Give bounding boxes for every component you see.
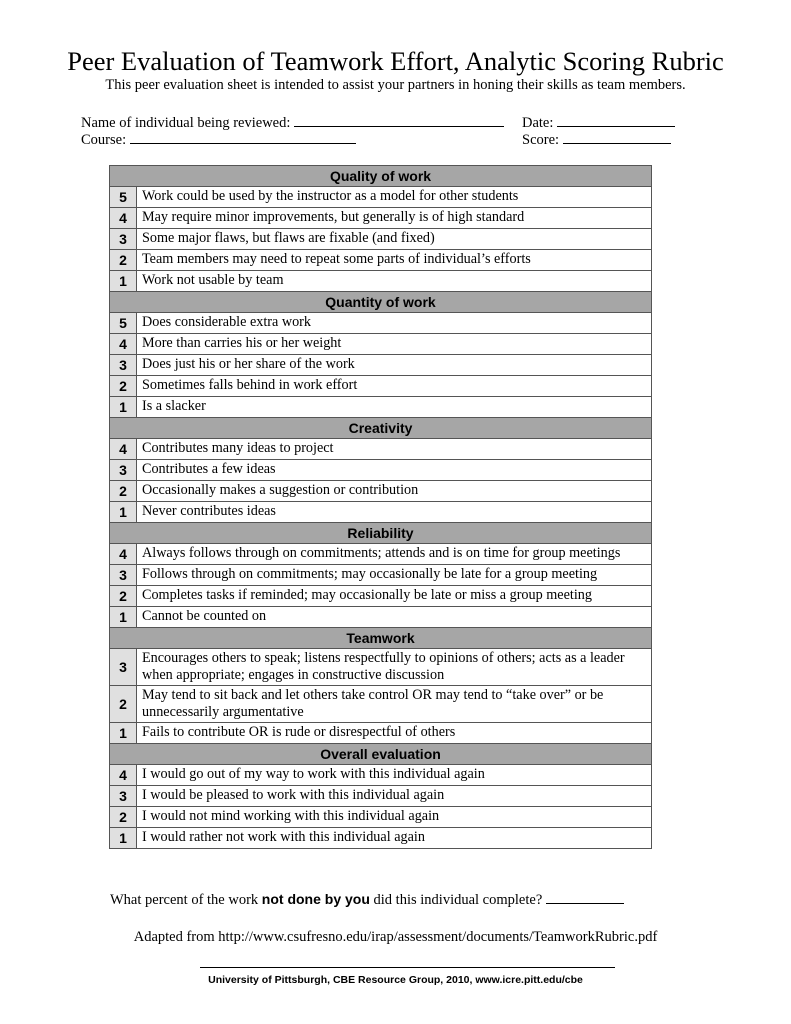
rubric-row bbox=[110, 460, 652, 481]
criterion-description: Is a slacker bbox=[137, 397, 652, 418]
category-header-row bbox=[110, 418, 652, 439]
footer-credit: University of Pittsburgh, CBE Resource Group, 2010, www.icre.pitt.edu/cbe bbox=[208, 974, 583, 986]
score-value: 2 bbox=[110, 250, 137, 271]
page-title: Peer Evaluation of Teamwork Effort, Analytic Scoring Rubric bbox=[67, 46, 724, 76]
category-title: Teamwork bbox=[110, 628, 652, 649]
criterion-description: Always follows through on commitments; attends and is on time for group meetings bbox=[137, 544, 652, 565]
score-value: 3 bbox=[110, 786, 137, 807]
score-label: Score: bbox=[522, 132, 560, 148]
footer-divider bbox=[200, 967, 615, 968]
criterion-description: I would be pleased to work with this individual again bbox=[137, 786, 652, 807]
percent-question bbox=[110, 890, 624, 909]
rubric-row bbox=[110, 649, 652, 686]
rubric-row bbox=[110, 586, 652, 607]
category-header-row bbox=[110, 292, 652, 313]
criterion-description: Team members may need to repeat some parts of individual’s efforts bbox=[137, 250, 652, 271]
date-label: Date: bbox=[522, 115, 554, 131]
criterion-description: May tend to sit back and let others take control OR may tend to “take over” or be unnecessarily argumentative bbox=[137, 686, 652, 723]
score-value: 3 bbox=[110, 460, 137, 481]
criterion-description: Fails to contribute OR is rude or disrespectful of others bbox=[137, 723, 652, 744]
category-header-row bbox=[110, 523, 652, 544]
score-value: 4 bbox=[110, 439, 137, 460]
criterion-description: Some major flaws, but flaws are fixable (and fixed) bbox=[137, 229, 652, 250]
criterion-description: Contributes a few ideas bbox=[137, 460, 652, 481]
category-title: Quantity of work bbox=[110, 292, 652, 313]
category-title: Quality of work bbox=[110, 166, 652, 187]
criterion-description: Occasionally makes a suggestion or contribution bbox=[137, 481, 652, 502]
rubric-row bbox=[110, 208, 652, 229]
rubric-row bbox=[110, 229, 652, 250]
score-value: 1 bbox=[110, 828, 137, 849]
criterion-description: Cannot be counted on bbox=[137, 607, 652, 628]
rubric-row bbox=[110, 334, 652, 355]
score-field[interactable] bbox=[563, 130, 671, 144]
criterion-description: Encourages others to speak; listens respectfully to opinions of others; acts as a leader when appropriate; engages in constructive discussion bbox=[137, 649, 652, 686]
score-value: 1 bbox=[110, 502, 137, 523]
score-value: 3 bbox=[110, 565, 137, 586]
rubric-row bbox=[110, 376, 652, 397]
category-title: Creativity bbox=[110, 418, 652, 439]
criterion-description: Follows through on commitments; may occasionally be late for a group meeting bbox=[137, 565, 652, 586]
criterion-description: Work not usable by team bbox=[137, 271, 652, 292]
name-field[interactable] bbox=[294, 113, 504, 127]
criterion-description: Contributes many ideas to project bbox=[137, 439, 652, 460]
score-value: 4 bbox=[110, 765, 137, 786]
score-value: 2 bbox=[110, 481, 137, 502]
rubric-row bbox=[110, 807, 652, 828]
question-text-bold: not done by you bbox=[261, 891, 370, 907]
rubric-row bbox=[110, 786, 652, 807]
rubric-row bbox=[110, 828, 652, 849]
criterion-description: Sometimes falls behind in work effort bbox=[137, 376, 652, 397]
rubric-row bbox=[110, 502, 652, 523]
date-field[interactable] bbox=[557, 113, 675, 127]
criterion-description: I would not mind working with this individual again bbox=[137, 807, 652, 828]
rubric-row bbox=[110, 250, 652, 271]
score-value: 1 bbox=[110, 607, 137, 628]
category-header-row bbox=[110, 628, 652, 649]
rubric-row bbox=[110, 686, 652, 723]
name-date-row bbox=[81, 113, 701, 131]
score-value: 1 bbox=[110, 271, 137, 292]
score-value: 4 bbox=[110, 208, 137, 229]
question-text-after: did this individual complete? bbox=[369, 892, 543, 908]
score-value: 1 bbox=[110, 397, 137, 418]
score-value: 2 bbox=[110, 376, 137, 397]
criterion-description: I would go out of my way to work with this individual again bbox=[137, 765, 652, 786]
criterion-description: Does just his or her share of the work bbox=[137, 355, 652, 376]
score-value: 3 bbox=[110, 355, 137, 376]
criterion-description: I would rather not work with this individual again bbox=[137, 828, 652, 849]
rubric-row bbox=[110, 607, 652, 628]
rubric-row bbox=[110, 765, 652, 786]
course-score-row bbox=[81, 130, 701, 148]
criterion-description: Completes tasks if reminded; may occasionally be late or miss a group meeting bbox=[137, 586, 652, 607]
criterion-description: Does considerable extra work bbox=[137, 313, 652, 334]
course-field[interactable] bbox=[130, 130, 356, 144]
rubric-row bbox=[110, 723, 652, 744]
category-header-row bbox=[110, 744, 652, 765]
rubric-row bbox=[110, 565, 652, 586]
category-header-row bbox=[110, 166, 652, 187]
criterion-description: Work could be used by the instructor as a model for other students bbox=[137, 187, 652, 208]
rubric-row bbox=[110, 271, 652, 292]
score-value: 2 bbox=[110, 586, 137, 607]
course-label: Course: bbox=[81, 132, 127, 148]
rubric-row bbox=[110, 313, 652, 334]
score-value: 5 bbox=[110, 187, 137, 208]
page-subtitle: This peer evaluation sheet is intended to assist your partners in honing their skills as team members. bbox=[105, 77, 686, 93]
rubric-row bbox=[110, 544, 652, 565]
rubric-row bbox=[110, 397, 652, 418]
score-value: 2 bbox=[110, 807, 137, 828]
percent-answer-field[interactable] bbox=[546, 890, 624, 904]
rubric-row bbox=[110, 439, 652, 460]
score-value: 4 bbox=[110, 544, 137, 565]
score-value: 2 bbox=[110, 686, 137, 723]
criterion-description: More than carries his or her weight bbox=[137, 334, 652, 355]
rubric-table bbox=[109, 165, 652, 849]
name-label: Name of individual being reviewed: bbox=[81, 115, 291, 131]
category-title: Reliability bbox=[110, 523, 652, 544]
score-value: 3 bbox=[110, 649, 137, 686]
criterion-description: Never contributes ideas bbox=[137, 502, 652, 523]
adapted-from-note: Adapted from http://www.csufresno.edu/irap/assessment/documents/TeamworkRubric.pdf bbox=[133, 929, 658, 945]
question-text-before: What percent of the work bbox=[110, 892, 262, 908]
criterion-description: May require minor improvements, but generally is of high standard bbox=[137, 208, 652, 229]
rubric-row bbox=[110, 355, 652, 376]
score-value: 3 bbox=[110, 229, 137, 250]
score-value: 1 bbox=[110, 723, 137, 744]
rubric-row bbox=[110, 187, 652, 208]
score-value: 5 bbox=[110, 313, 137, 334]
rubric-row bbox=[110, 481, 652, 502]
score-value: 4 bbox=[110, 334, 137, 355]
category-title: Overall evaluation bbox=[110, 744, 652, 765]
